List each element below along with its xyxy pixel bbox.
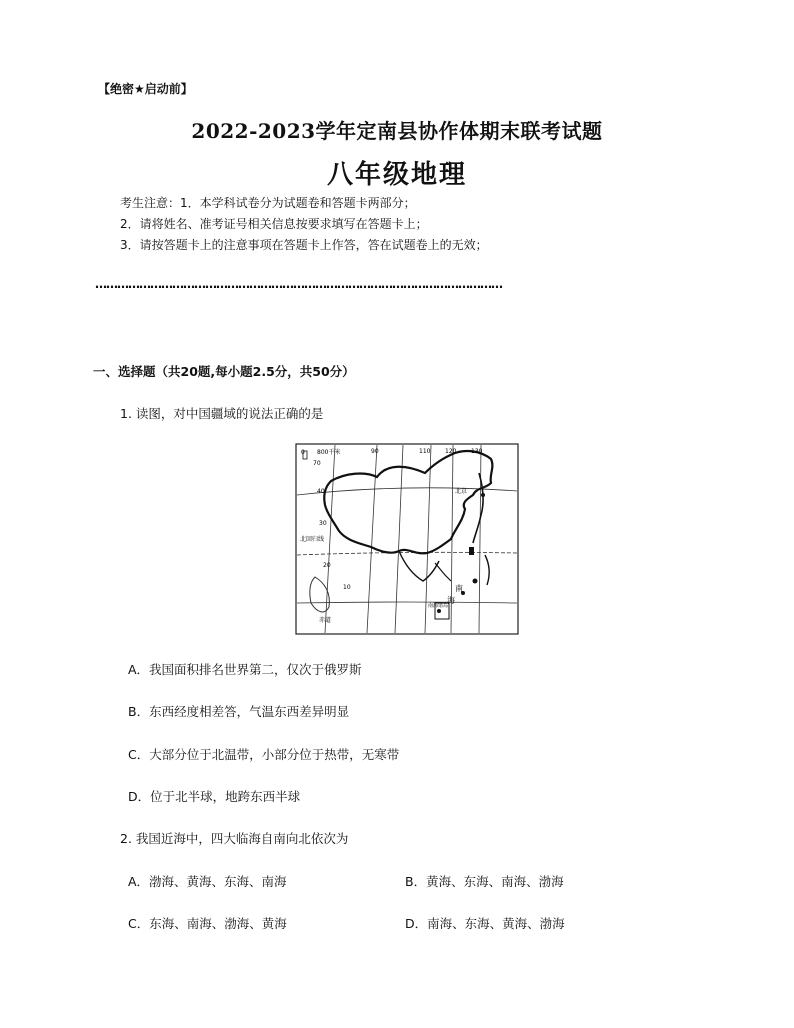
note-line-2: 2．请将姓名、准考证号相关信息按要求填写在答题卡上；: [120, 217, 428, 231]
dotted-divider-text: …………………………………………………………………………………………………: [95, 279, 502, 289]
dotted-divider: [95, 279, 699, 289]
secret-label: 【绝密★启动前】: [98, 82, 193, 96]
map-lon-label-120: 120: [445, 448, 457, 455]
question-1: [120, 404, 323, 422]
map-scale-end: 800千米: [317, 449, 341, 456]
note-line-1: 考生注意：1．本学科试卷分为试题卷和答题卡两部分；: [120, 196, 416, 210]
question-2-number: 2.: [120, 831, 132, 846]
map-lon-label-110: 110: [419, 448, 431, 455]
question-2-option-c: C．东海、南海、渤海、黄海: [128, 916, 287, 931]
map-lat-label-30: 30: [319, 520, 327, 527]
map-equator-label: 赤道: [319, 617, 332, 624]
question-1-option-d: D．位于北半球，地跨东西半球: [128, 789, 301, 804]
question-2-stem: 我国近海中，四大临海自南向北依次为: [135, 831, 349, 846]
question-1-stem: 读图，对中国疆域的说法正确的是: [135, 406, 324, 421]
map-islands-label: 南海诸岛: [428, 603, 449, 609]
map-lat-label-20: 20: [323, 562, 331, 569]
note-line-3: 3．请按答题卡上的注意事项在答题卡上作答，答在试题卷上的无效；: [120, 238, 488, 252]
map-tropic-label: 北回归线: [300, 536, 325, 543]
map-lon-label-70: 70: [313, 460, 321, 467]
china-map-figure: [295, 443, 519, 635]
exam-title: 2022-2023学年定南县协作体期末联考试题: [191, 119, 603, 143]
map-sea-label-2: 海: [447, 596, 455, 605]
question-1-option-a: A．我国面积排名世界第二，仅次于俄罗斯: [128, 662, 362, 677]
question-2-option-a: A．渤海、黄海、东海、南海: [128, 874, 287, 889]
map-sea-label-1: 南: [455, 584, 463, 593]
map-lon-label-130: 130: [471, 448, 483, 455]
question-1-number: 1.: [120, 406, 132, 421]
map-lat-label-10: 10: [343, 584, 351, 591]
question-2-option-b: B．黄海、东海、南海、渤海: [405, 874, 564, 889]
section-title: 一、选择题（共20题,每小题2.5分，共50分）: [93, 364, 355, 379]
map-scale-start: 0: [301, 449, 305, 456]
map-lon-label-90: 90: [371, 448, 379, 455]
question-2: [120, 829, 348, 847]
question-1-option-c: C．大部分位于北温带，小部分位于热带，无寒带: [128, 747, 400, 762]
map-place-beijing: 北京: [455, 488, 468, 495]
question-2-option-d: D．南海、东海、黄海、渤海: [405, 916, 565, 931]
question-1-option-b: B．东西经度相差答，气温东西差异明显: [128, 704, 350, 719]
map-lat-label-40: 40: [317, 488, 325, 495]
exam-subject: 八年级地理: [326, 160, 467, 190]
